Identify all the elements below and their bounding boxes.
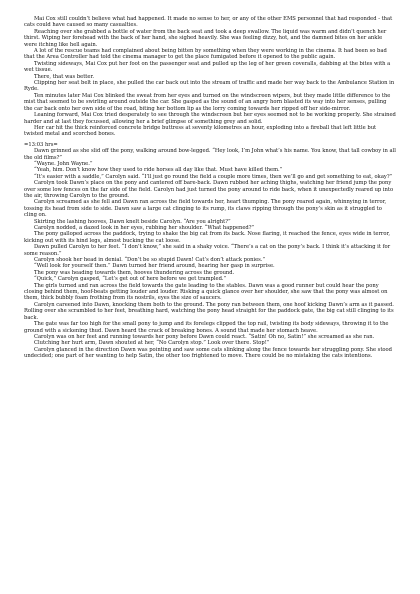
paragraph: There, that was better. (34, 73, 95, 80)
paragraph: The gate was far too high for the small pony to jump and its forelegs clipped the top rail, twisting its body sideways, throwing it to the ground with a sickening thud. Dawn heard the crack of breaking bones. A sound that made her stomach heave. (24, 321, 389, 334)
paragraph: Carolyn shook her head in denial. “Don’t be so stupid Dawn! Cat’s don’t attack ponies.” (34, 257, 266, 264)
body-text (24, 16, 396, 360)
paragraph: Clutching her hurt arm, Dawn shouted at her, “No Carolyn stop.” Look over there. Stop!” (34, 340, 270, 347)
paragraph: Carolyn glanced in the direction Dawn was pointing and saw some cats slinking along the fence towards her struggling pony. She stood undecided; one part of her wanting to help Satin, the other too frightened to move. There could be no mistaking the cats intentions. (24, 346, 392, 360)
paragraph: The pony galloped across the paddock, trying to shake the big cat from its back. Nose flaring, it reached the fence, eyes wide in terror, kicking out with its hind legs, almost bucking the cat loose. (24, 231, 391, 244)
paragraph: Carolyn screamed as she fell and Dawn ran across the field towards her, heart thumping. The pony reared again, whinnying in terror, tossing its head from side to side. Dawn saw a large cat clinging to its rump, its claws ripping through the pony’s skin as it struggled to cling on. (24, 199, 387, 219)
paragraph: “Wayne. John Wayne.” (34, 160, 93, 167)
paragraph: Reaching over she grabbed a bottle of water from the back seat and took a deep swallow. The liquid was warm and didn’t quench her thirst. Wiping her forehead with the back of her hand, she sighed heavily. She was feeling dizzy, hot, and the damned bites on her ankle were itching like hell again. (24, 28, 387, 48)
paragraph: Carolyn careened into Dawn, knocking them both to the ground. The pony ran between them, one hoof kicking Dawn’s arm as it passed. Rolling over she scrambled to her feet, breathing hard, watching the pony head straight for the paddock gate, the big cat still clinging to its back. (24, 301, 394, 321)
paragraph: “Yeah, him. Don’t know how they used to ride horses all day like that. Must have killed them.” (34, 167, 283, 174)
paragraph: The pony was heading towards them, hooves thundering across the ground. (34, 269, 235, 276)
paragraph: Dawn pulled Carolyn to her feet. “I don’t know,” she said in a shaky voice. “There’s a cat on the pony’s back. I think it’s attacking it for some reason.” (24, 244, 391, 257)
paragraph: The girls turned and ran across the field towards the gate leading to the stables. Dawn was a good runner but could hear the pony closing behind them, hoof-beats getting louder and louder. Risking a quick glance over her shoulder, she saw that the pony was almost on them, thick bubbly foam frothing from its nostrils, eyes the size of saucers. (24, 282, 388, 302)
paragraph: Her car hit the thick reinforced concrete bridge buttress at seventy kilometres an hour, exploding into a fireball that left little but twisted metal and scorched bones. (24, 124, 377, 138)
paragraph: Clipping her seat belt in place, she pulled the car back out into the stream of traffic and made her way back to the Ambulance Station in Ryde. (24, 80, 395, 93)
section-marker: =13:03 hrs= (24, 141, 58, 148)
paragraph: Carolyn was on her feet and running towards her pony before Dawn could react. “Satin! Oh no, Satin!” she screamed as she ran. (34, 333, 375, 340)
paragraph: A lot of the rescue teams had complained about being bitten by something when they were working in the cinema. It had been so bad that the Area Controller had told the cinema manager to get the place fumigated before it opened to the public again. (24, 48, 387, 61)
paragraph: Twisting sideways, Mai Cox put her foot on the passenger seat and pulled up the leg of her green coveralls, dabbing at the bites with a wet tissue. (24, 60, 391, 74)
paragraph: Carolyn took Dawn’s place on the pony and cantered off bare-back. Dawn rubbed her aching thighs, watching her friend jump the pony over some low fences on the far side of the field. Carolyn had just turned the pony around to ride back, when it unexpectedly reared up into the air, throwing Carolyn to the ground. (24, 180, 394, 199)
paragraph: “Quick,” Carolyn gasped, “Let’s get out of here before we get trampled.” (34, 276, 227, 283)
paragraph: Leaning forward, Mai Cox tried desperately to see through the windscreen but her eyes seemed not to be working properly. She strained harder and at last they focussed, allowing her a brief glimpse of something grey and solid. (24, 112, 396, 125)
paragraph: “Well look for yourself then.” Dawn turned her friend around, hearing her gasp in surprise. (34, 263, 275, 270)
paragraph: Dawn grinned as she slid off the pony, walking around bow-legged. “Hey look, I’m John what’s his name. You know, that tall cowboy in all the old films?” (24, 148, 396, 161)
paragraph: Carolyn nodded, a dazed look in her eyes, rubbing her shoulder. “What happened?” (34, 225, 255, 231)
paragraph: Mai Cox still couldn’t believe what had happened. It made no sense to her, or any of the other EMS personnel that had responded - that cats could have caused so many casualties. (24, 16, 393, 29)
paragraph: Skirting the lashing hooves, Dawn knelt beside Carolyn. “Are you alright?” (34, 218, 231, 225)
paragraph: “It’s easier with a saddle,” Carolyn said. “I’ll just go round the field a couple more times, then we’ll go and get something to eat, okay?” (34, 173, 393, 180)
paragraph: Ten minutes later Mai Cox blinked the sweat from her eyes and turned on the windscreen wipers, but they made little difference to the mist that seemed to be swirling around outside the car. She gasped as the sound of an angry horn blasted its way into her senses, pulling the car back onto her own side of the road, biting her bottom lip as the lorry coming towards her ripped off her side-mirror. (24, 92, 391, 112)
